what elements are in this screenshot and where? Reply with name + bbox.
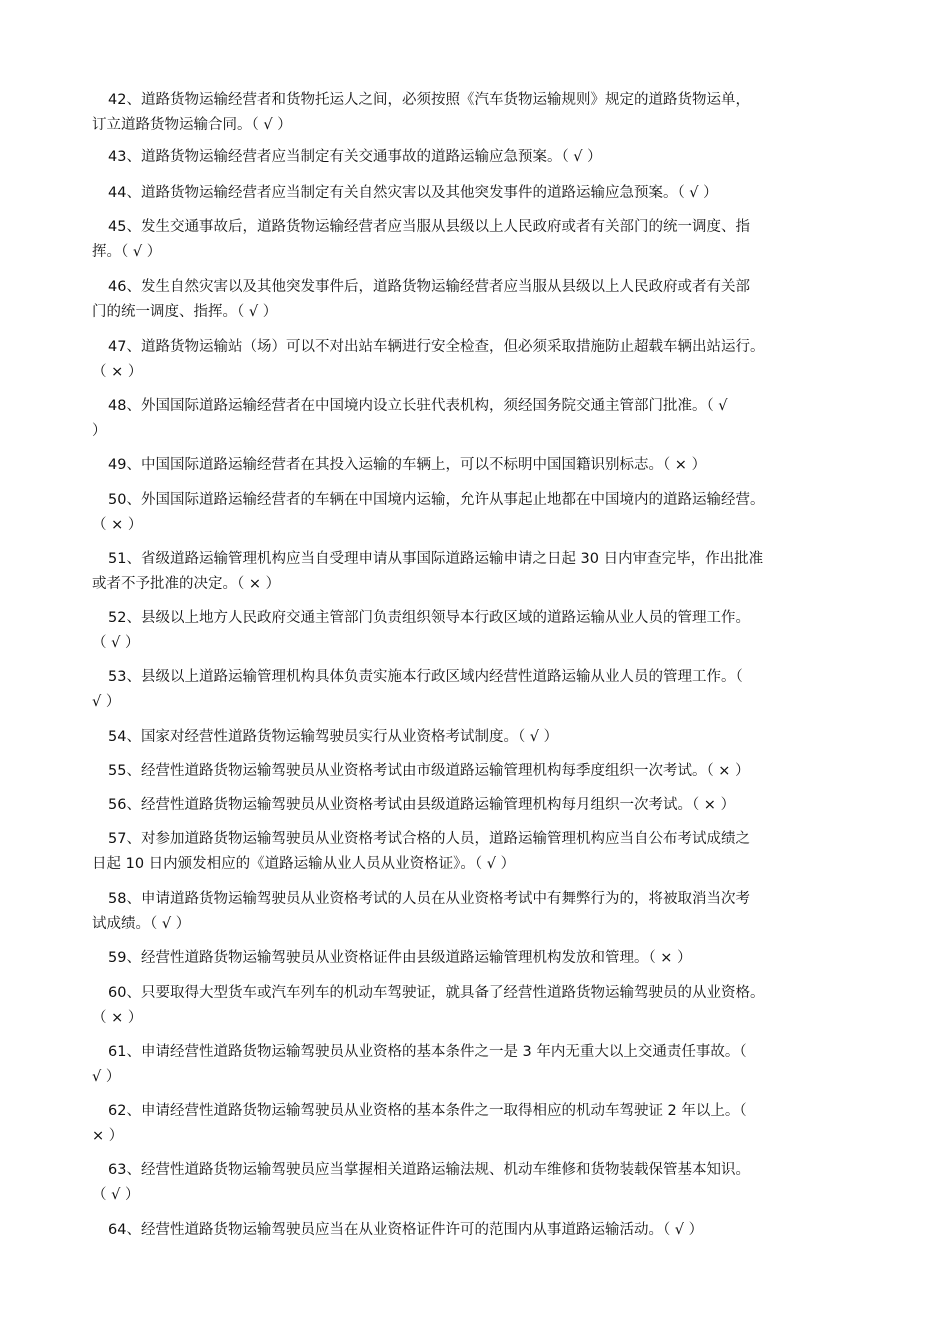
- question-60-line-2: （ × ）: [92, 1010, 143, 1026]
- question-63: [92, 1158, 872, 1208]
- question-59: [92, 946, 872, 971]
- question-56: [92, 793, 872, 818]
- question-48: [92, 394, 872, 444]
- question-50-line-1: 50、外国国际道路运输经营者的车辆在中国境内运输，允许从事起止地都在中国境内的道路运输经营。: [108, 492, 765, 508]
- question-52-line-1: 52、县级以上地方人民政府交通主管部门负责组织领导本行政区域的道路运输从业人员的管理工作。: [108, 610, 750, 626]
- question-57: [92, 827, 872, 877]
- question-52-line-2: （ √ ）: [92, 635, 140, 651]
- question-58: [92, 887, 872, 937]
- question-64: [92, 1218, 872, 1243]
- question-53: [92, 665, 872, 715]
- question-43-line-1: 43、道路货物运输经营者应当制定有关交通事故的道路运输应急预案。（ √ ）: [108, 149, 602, 165]
- question-62-line-2: × ）: [92, 1128, 124, 1144]
- question-57-line-1: 57、对参加道路货物运输驾驶员从业资格考试合格的人员，道路运输管理机构应当自公布考试成绩之: [108, 831, 750, 847]
- question-59-line-1: 59、经营性道路货物运输驾驶员从业资格证件由县级道路运输管理机构发放和管理。（ × ）: [108, 950, 692, 966]
- question-64-line-1: 64、经营性道路货物运输驾驶员应当在从业资格证件许可的范围内从事道路运输活动。（ √ ）: [108, 1222, 704, 1238]
- question-51-line-2: 或者不予批准的决定。（ × ）: [92, 576, 281, 592]
- question-49-line-1: 49、中国国际道路运输经营者在其投入运输的车辆上，可以不标明中国国籍识别标志。（ × ）: [108, 457, 707, 473]
- question-54-line-1: 54、国家对经营性道路货物运输驾驶员实行从业资格考试制度。（ √ ）: [108, 729, 559, 745]
- question-63-line-1: 63、经营性道路货物运输驾驶员应当掌握相关道路运输法规、机动车维修和货物装载保管基本知识。: [108, 1162, 750, 1178]
- question-61-line-2: √ ）: [92, 1069, 121, 1085]
- question-53-line-1: 53、县级以上道路运输管理机构具体负责实施本行政区域内经营性道路运输从业人员的管理工作。（: [108, 669, 743, 685]
- question-48-line-1: 48、外国国际道路运输经营者在中国境内设立长驻代表机构，须经国务院交通主管部门批准。（ √: [108, 398, 728, 414]
- question-60-line-1: 60、只要取得大型货车或汽车列车的机动车驾驶证，就具备了经营性道路货物运输驾驶员的从业资格。: [108, 985, 765, 1001]
- question-46: [92, 275, 872, 325]
- question-46-line-1: 46、发生自然灾害以及其他突发事件后，道路货物运输经营者应当服从县级以上人民政府或者有关部: [108, 279, 750, 295]
- question-58-line-1: 58、申请道路货物运输驾驶员从业资格考试的人员在从业资格考试中有舞弊行为的，将被取消当次考: [108, 891, 750, 907]
- question-63-line-2: （ √ ）: [92, 1187, 140, 1203]
- question-43: [92, 145, 872, 170]
- question-58-line-2: 试成绩。（ √ ）: [92, 916, 191, 932]
- question-45: [92, 215, 872, 265]
- question-48-line-2: ）: [92, 423, 107, 439]
- question-50: [92, 488, 872, 538]
- question-60: [92, 981, 872, 1031]
- question-42-line-1: 42、道路货物运输经营者和货物托运人之间，必须按照《汽车货物运输规则》规定的道路货物运单，: [108, 92, 750, 108]
- question-47-line-2: （ × ）: [92, 364, 143, 380]
- question-47-line-1: 47、道路货物运输站（场）可以不对出站车辆进行安全检查，但必须采取措施防止超载车辆出站运行。: [108, 339, 765, 355]
- question-52: [92, 606, 872, 656]
- question-42: [92, 88, 872, 138]
- question-54: [92, 725, 872, 750]
- question-56-line-1: 56、经营性道路货物运输驾驶员从业资格考试由县级道路运输管理机构每月组织一次考试。（ × ）: [108, 797, 736, 813]
- question-44-line-1: 44、道路货物运输经营者应当制定有关自然灾害以及其他突发事件的道路运输应急预案。（ √ ）: [108, 185, 718, 201]
- question-45-line-2: 挥。（ √ ）: [92, 244, 162, 260]
- question-50-line-2: （ × ）: [92, 517, 143, 533]
- question-44: [92, 181, 872, 206]
- question-55: [92, 759, 872, 784]
- question-47: [92, 335, 872, 385]
- question-62: [92, 1099, 872, 1149]
- question-62-line-1: 62、申请经营性道路货物运输驾驶员从业资格的基本条件之一取得相应的机动车驾驶证 2 年以上。（: [108, 1103, 747, 1119]
- question-49: [92, 453, 872, 478]
- question-51-line-1: 51、省级道路运输管理机构应当自受理申请从事国际道路运输申请之日起 30 日内审查完毕，作出批准: [108, 551, 764, 567]
- question-61-line-1: 61、申请经营性道路货物运输驾驶员从业资格的基本条件之一是 3 年内无重大以上交通责任事故。（: [108, 1044, 747, 1060]
- question-61: [92, 1040, 872, 1090]
- question-45-line-1: 45、发生交通事故后，道路货物运输经营者应当服从县级以上人民政府或者有关部门的统一调度、指: [108, 219, 750, 235]
- question-46-line-2: 门的统一调度、指挥。（ √ ）: [92, 304, 278, 320]
- question-53-line-2: √ ）: [92, 694, 121, 710]
- question-42-line-2: 订立道路货物运输合同。（ √ ）: [92, 117, 292, 133]
- question-51: [92, 547, 872, 597]
- question-55-line-1: 55、经营性道路货物运输驾驶员从业资格考试由市级道路运输管理机构每季度组织一次考试。（ × ）: [108, 763, 750, 779]
- question-57-line-2: 日起 10 日内颁发相应的《道路运输从业人员从业资格证》。（ √ ）: [92, 856, 516, 872]
